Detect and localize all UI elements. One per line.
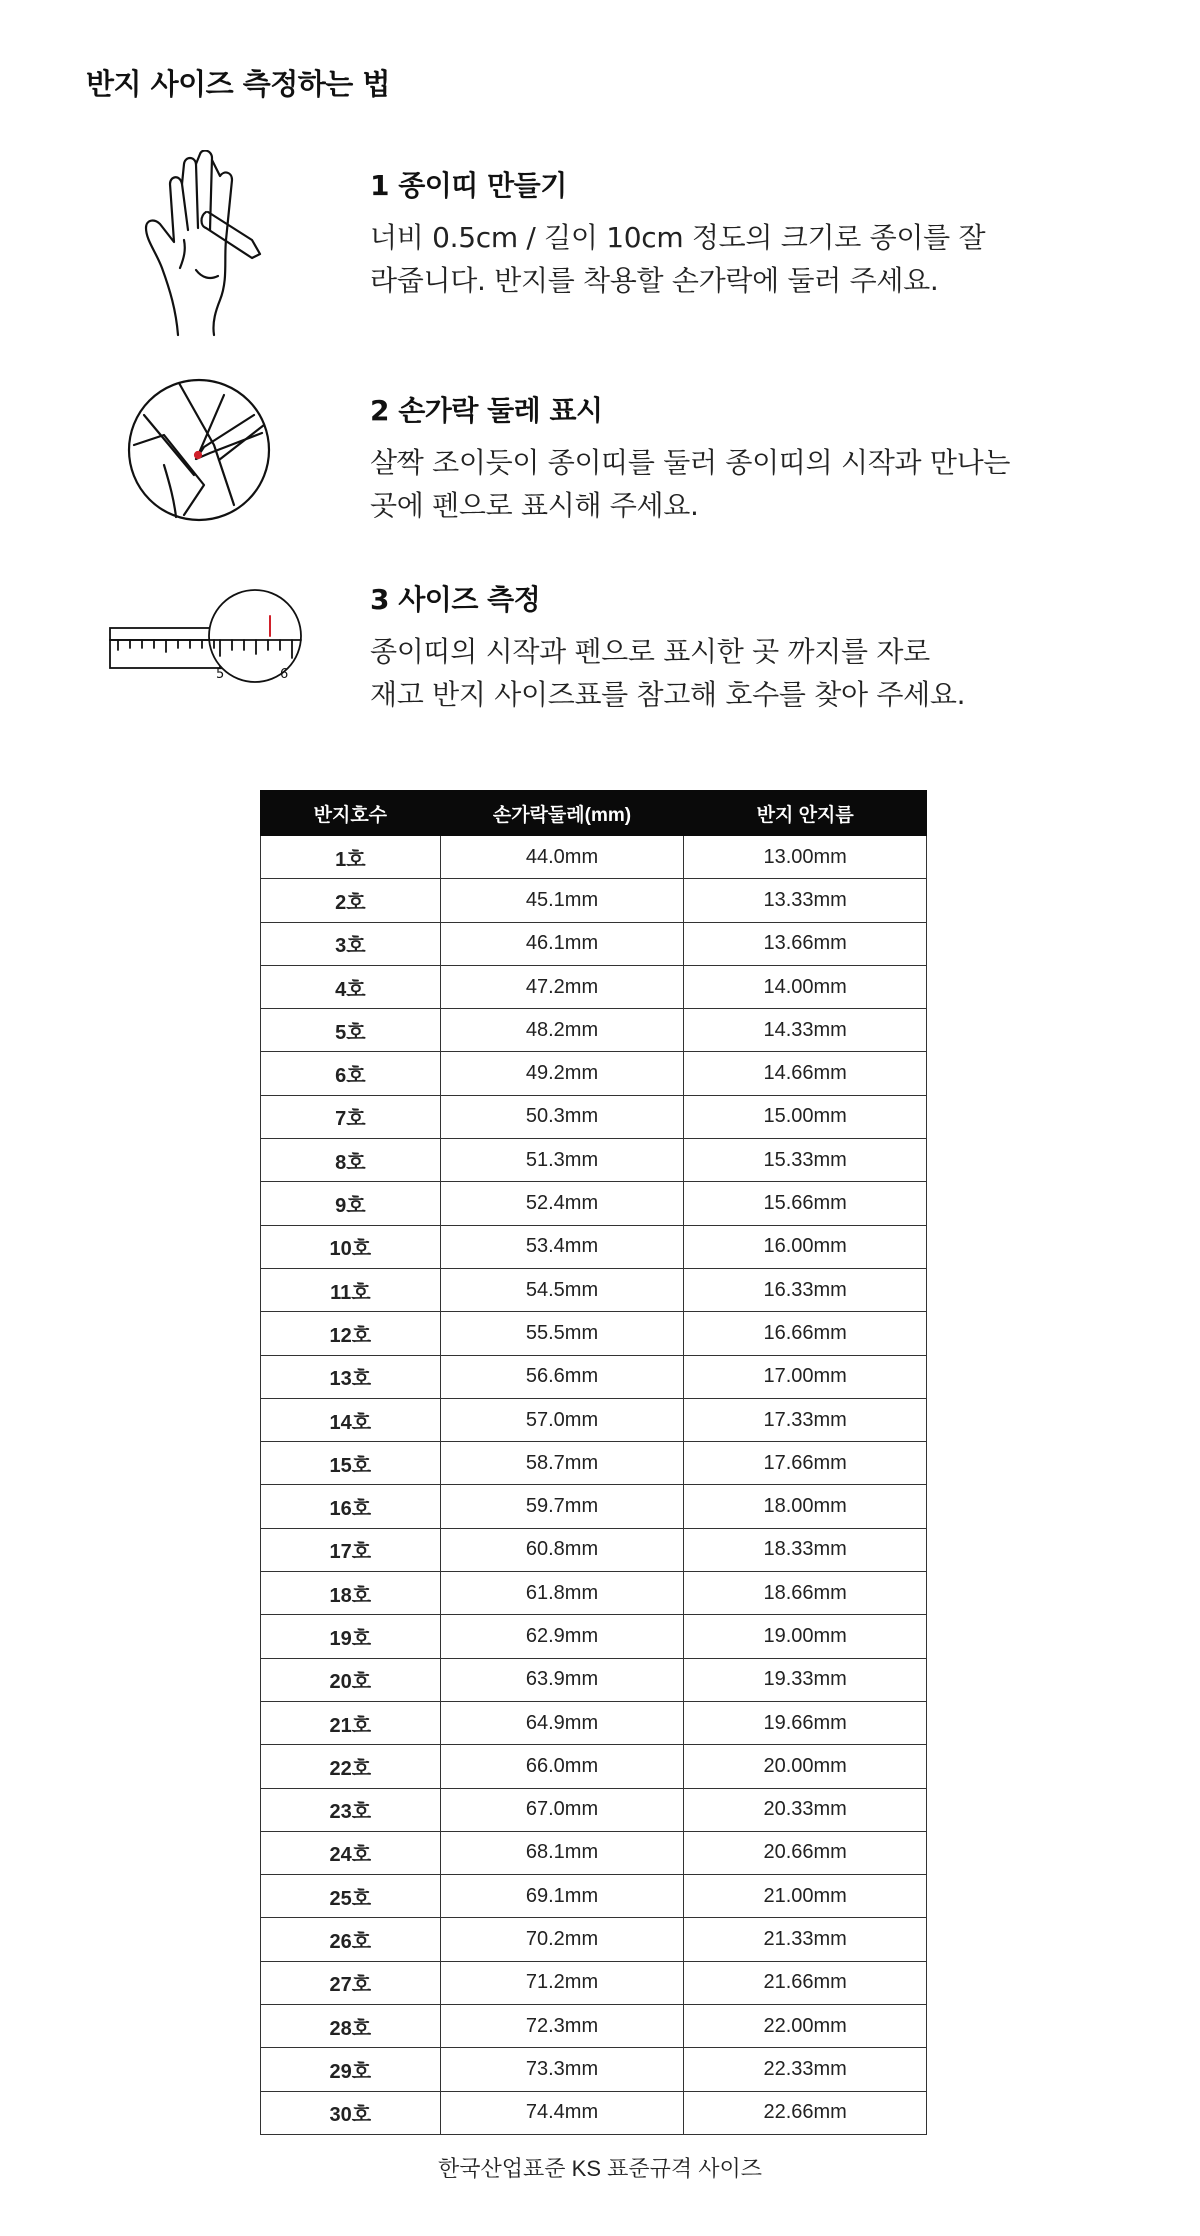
inner-diameter-cell: 19.66mm xyxy=(684,1701,927,1744)
step-description: 살짝 조이듯이 종이띠를 둘러 종이띠의 시작과 만나는 곳에 펜으로 표시해 주세요. xyxy=(370,446,1011,522)
inner-diameter-cell: 20.33mm xyxy=(684,1788,927,1831)
step-description: 종이띠의 시작과 펜으로 표시한 곳 까지를 자로 재고 반지 사이즈표를 참고해 호수를 찾아 주세요. xyxy=(370,635,966,711)
ring-number-cell: 24호 xyxy=(261,1831,441,1874)
hand-paper-strip-icon xyxy=(140,150,280,340)
finger-circumference-cell: 45.1mm xyxy=(440,879,684,922)
ring-size-table xyxy=(260,790,927,2135)
ring-number-cell: 15호 xyxy=(261,1442,441,1485)
table-row xyxy=(261,1355,927,1398)
inner-diameter-cell: 13.33mm xyxy=(684,879,927,922)
ring-number-cell: 5호 xyxy=(261,1009,441,1052)
inner-diameter-cell: 21.66mm xyxy=(684,1961,927,2004)
finger-circumference-cell: 55.5mm xyxy=(440,1312,684,1355)
step-description: 너비 0.5cm / 길이 10cm 정도의 크기로 종이를 잘 라줍니다. 반지를 착용할 손가락에 둘러 주세요. xyxy=(370,221,986,297)
table-row xyxy=(261,1225,927,1268)
inner-diameter-cell: 16.00mm xyxy=(684,1225,927,1268)
inner-diameter-cell: 20.66mm xyxy=(684,1831,927,1874)
ruler-measure-icon xyxy=(108,580,308,690)
table-row xyxy=(261,1572,927,1615)
finger-circumference-cell: 44.0mm xyxy=(440,836,684,879)
finger-circumference-cell: 60.8mm xyxy=(440,1528,684,1571)
ring-number-cell: 7호 xyxy=(261,1095,441,1138)
inner-diameter-cell: 13.00mm xyxy=(684,836,927,879)
ring-number-cell: 23호 xyxy=(261,1788,441,1831)
table-row xyxy=(261,1139,927,1182)
table-row xyxy=(261,1052,927,1095)
table-row xyxy=(261,1528,927,1571)
table-row xyxy=(261,922,927,965)
table-row xyxy=(261,1788,927,1831)
step-3 xyxy=(0,580,1200,710)
table-row xyxy=(261,836,927,879)
inner-diameter-cell: 18.00mm xyxy=(684,1485,927,1528)
table-row xyxy=(261,1615,927,1658)
header-ring-number: 반지호수 xyxy=(261,791,441,836)
inner-diameter-cell: 16.66mm xyxy=(684,1312,927,1355)
table-row xyxy=(261,1182,927,1225)
finger-circumference-cell: 61.8mm xyxy=(440,1572,684,1615)
ring-number-cell: 16호 xyxy=(261,1485,441,1528)
inner-diameter-cell: 15.00mm xyxy=(684,1095,927,1138)
inner-diameter-cell: 21.33mm xyxy=(684,1918,927,1961)
finger-circumference-cell: 58.7mm xyxy=(440,1442,684,1485)
ring-number-cell: 30호 xyxy=(261,2091,441,2134)
ring-number-cell: 28호 xyxy=(261,2005,441,2048)
ring-number-cell: 22호 xyxy=(261,1745,441,1788)
finger-circumference-cell: 67.0mm xyxy=(440,1788,684,1831)
table-row xyxy=(261,1831,927,1874)
page-title: 반지 사이즈 측정하는 법 xyxy=(86,67,390,101)
ring-number-cell: 27호 xyxy=(261,1961,441,2004)
table-row xyxy=(261,1745,927,1788)
inner-diameter-cell: 22.00mm xyxy=(684,2005,927,2048)
finger-circumference-cell: 50.3mm xyxy=(440,1095,684,1138)
table-row xyxy=(261,879,927,922)
ring-number-cell: 1호 xyxy=(261,836,441,879)
table-row xyxy=(261,2005,927,2048)
finger-circumference-cell: 64.9mm xyxy=(440,1701,684,1744)
finger-circumference-cell: 66.0mm xyxy=(440,1745,684,1788)
table-row xyxy=(261,1398,927,1441)
ring-number-cell: 26호 xyxy=(261,1918,441,1961)
finger-circumference-cell: 57.0mm xyxy=(440,1398,684,1441)
ring-number-cell: 18호 xyxy=(261,1572,441,1615)
step-1 xyxy=(0,150,1200,340)
inner-diameter-cell: 20.00mm xyxy=(684,1745,927,1788)
inner-diameter-cell: 22.66mm xyxy=(684,2091,927,2134)
finger-circumference-cell: 69.1mm xyxy=(440,1875,684,1918)
finger-circumference-cell: 48.2mm xyxy=(440,1009,684,1052)
finger-pen-mark-icon xyxy=(124,375,274,525)
ring-number-cell: 20호 xyxy=(261,1658,441,1701)
ring-number-cell: 3호 xyxy=(261,922,441,965)
inner-diameter-cell: 18.66mm xyxy=(684,1572,927,1615)
finger-circumference-cell: 51.3mm xyxy=(440,1139,684,1182)
finger-circumference-cell: 73.3mm xyxy=(440,2048,684,2091)
ruler-label-6: 6 xyxy=(280,667,289,682)
ring-number-cell: 4호 xyxy=(261,965,441,1008)
inner-diameter-cell: 17.66mm xyxy=(684,1442,927,1485)
inner-diameter-cell: 17.33mm xyxy=(684,1398,927,1441)
ring-number-cell: 6호 xyxy=(261,1052,441,1095)
finger-circumference-cell: 72.3mm xyxy=(440,2005,684,2048)
finger-circumference-cell: 56.6mm xyxy=(440,1355,684,1398)
ring-number-cell: 13호 xyxy=(261,1355,441,1398)
ring-number-cell: 2호 xyxy=(261,879,441,922)
table-row xyxy=(261,1658,927,1701)
inner-diameter-cell: 13.66mm xyxy=(684,922,927,965)
finger-circumference-cell: 46.1mm xyxy=(440,922,684,965)
ring-number-cell: 19호 xyxy=(261,1615,441,1658)
ring-number-cell: 29호 xyxy=(261,2048,441,2091)
finger-circumference-cell: 49.2mm xyxy=(440,1052,684,1095)
inner-diameter-cell: 18.33mm xyxy=(684,1528,927,1571)
table-row xyxy=(261,2091,927,2134)
table-header-row xyxy=(261,791,927,836)
ring-number-cell: 14호 xyxy=(261,1398,441,1441)
footnote: 한국산업표준 KS 표준규격 사이즈 xyxy=(438,2156,762,2181)
inner-diameter-cell: 15.66mm xyxy=(684,1182,927,1225)
step-heading: 3 사이즈 측정 xyxy=(370,583,541,616)
table-row xyxy=(261,1875,927,1918)
ring-number-cell: 8호 xyxy=(261,1139,441,1182)
table-row xyxy=(261,2048,927,2091)
table-row xyxy=(261,1701,927,1744)
finger-circumference-cell: 63.9mm xyxy=(440,1658,684,1701)
step-2 xyxy=(0,375,1200,525)
table-row xyxy=(261,1095,927,1138)
step-heading: 2 손가락 둘레 표시 xyxy=(370,394,603,427)
table-row xyxy=(261,1918,927,1961)
ring-number-cell: 21호 xyxy=(261,1701,441,1744)
inner-diameter-cell: 16.33mm xyxy=(684,1268,927,1311)
ring-number-cell: 17호 xyxy=(261,1528,441,1571)
finger-circumference-cell: 59.7mm xyxy=(440,1485,684,1528)
finger-circumference-cell: 62.9mm xyxy=(440,1615,684,1658)
finger-circumference-cell: 52.4mm xyxy=(440,1182,684,1225)
ring-number-cell: 10호 xyxy=(261,1225,441,1268)
inner-diameter-cell: 21.00mm xyxy=(684,1875,927,1918)
inner-diameter-cell: 19.00mm xyxy=(684,1615,927,1658)
ring-number-cell: 12호 xyxy=(261,1312,441,1355)
inner-diameter-cell: 14.00mm xyxy=(684,965,927,1008)
finger-circumference-cell: 68.1mm xyxy=(440,1831,684,1874)
finger-circumference-cell: 71.2mm xyxy=(440,1961,684,2004)
table-row xyxy=(261,1268,927,1311)
inner-diameter-cell: 17.00mm xyxy=(684,1355,927,1398)
table-row xyxy=(261,1442,927,1485)
finger-circumference-cell: 53.4mm xyxy=(440,1225,684,1268)
inner-diameter-cell: 14.33mm xyxy=(684,1009,927,1052)
inner-diameter-cell: 19.33mm xyxy=(684,1658,927,1701)
header-inner-diameter: 반지 안지름 xyxy=(684,791,927,836)
table-row xyxy=(261,1961,927,2004)
inner-diameter-cell: 22.33mm xyxy=(684,2048,927,2091)
inner-diameter-cell: 15.33mm xyxy=(684,1139,927,1182)
finger-circumference-cell: 47.2mm xyxy=(440,965,684,1008)
step-heading: 1 종이띠 만들기 xyxy=(370,169,567,202)
ring-number-cell: 25호 xyxy=(261,1875,441,1918)
ruler-label-5: 5 xyxy=(216,667,225,682)
inner-diameter-cell: 14.66mm xyxy=(684,1052,927,1095)
ring-number-cell: 9호 xyxy=(261,1182,441,1225)
table-row xyxy=(261,1485,927,1528)
table-body xyxy=(261,836,927,2135)
ring-number-cell: 11호 xyxy=(261,1268,441,1311)
finger-circumference-cell: 54.5mm xyxy=(440,1268,684,1311)
table-row xyxy=(261,1009,927,1052)
table-row xyxy=(261,1312,927,1355)
header-finger-circumference: 손가락둘레(mm) xyxy=(440,791,684,836)
table-row xyxy=(261,965,927,1008)
finger-circumference-cell: 74.4mm xyxy=(440,2091,684,2134)
finger-circumference-cell: 70.2mm xyxy=(440,1918,684,1961)
